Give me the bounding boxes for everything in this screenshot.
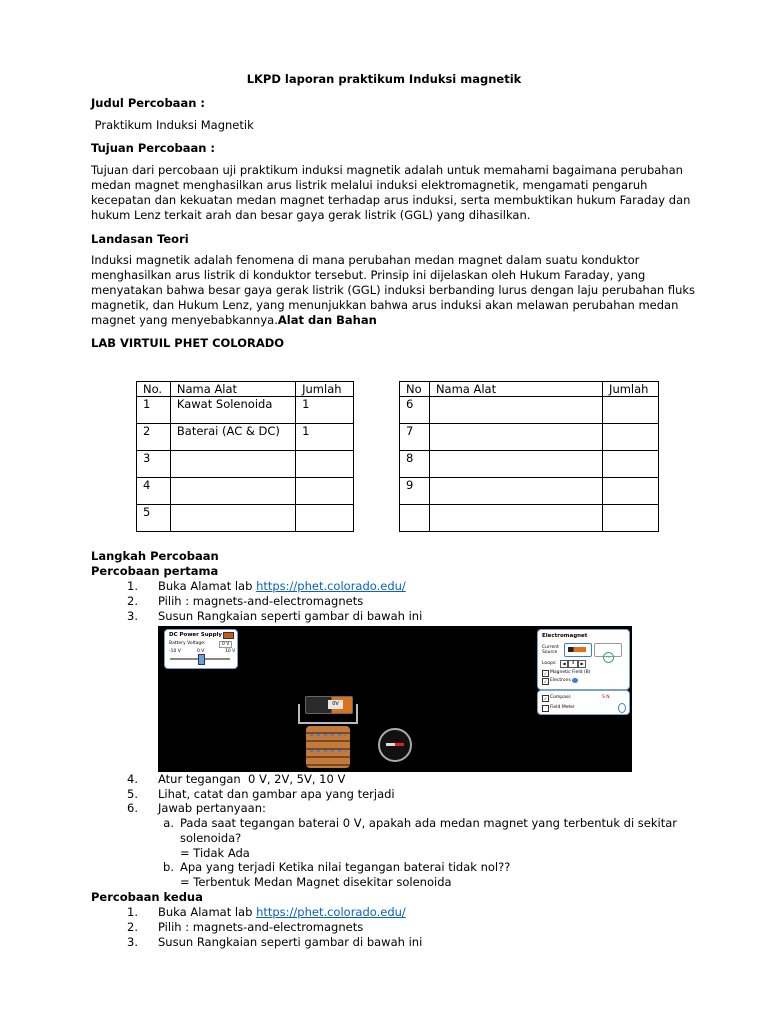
list-number: 2. xyxy=(127,920,138,934)
table-cell xyxy=(400,505,430,532)
lab-heading: LAB VIRTUIL PHET COLORADO xyxy=(91,336,285,350)
compass-label: Compass xyxy=(550,695,571,700)
table-cell xyxy=(429,478,602,505)
percobaan2-heading: Percobaan kedua xyxy=(91,890,203,904)
electron-icon xyxy=(572,678,578,683)
table-cell xyxy=(170,505,295,532)
electrons-dots xyxy=(310,750,346,752)
table-cell xyxy=(603,451,659,478)
dc-power-supply-title: DC Power Supply xyxy=(169,632,222,638)
list-number: 1. xyxy=(127,905,138,919)
header-cell: No. xyxy=(137,382,171,397)
table-header-row xyxy=(137,382,354,397)
list-text: Buka Alamat lab xyxy=(158,905,257,919)
compass-checkbox[interactable]: ✓ xyxy=(543,696,548,701)
table-row xyxy=(137,397,354,424)
current-source-label: Current Source xyxy=(542,645,559,655)
landasan-paragraph xyxy=(91,253,695,328)
table-cell: 2 xyxy=(137,424,171,451)
table-cell: 1 xyxy=(296,397,354,424)
loops-increment-button[interactable]: ▶ xyxy=(578,660,586,668)
table-cell xyxy=(296,505,354,532)
table-cell xyxy=(296,478,354,505)
list-number: 6. xyxy=(127,801,138,815)
table-cell: 9 xyxy=(400,478,430,505)
table-cell xyxy=(170,451,295,478)
list-number: 3. xyxy=(127,935,138,949)
landasan-line: magnetik, dan Hukum Lenz, yang menunjukkan bahwa arus induksi akan melawan perubahan medan xyxy=(91,298,679,312)
table-cell: 1 xyxy=(296,424,354,451)
compass-ns-icon: S N xyxy=(602,695,610,700)
wire-left xyxy=(298,704,300,724)
list-text: Lihat, catat dan gambar apa yang terjadi xyxy=(158,787,395,801)
table-cell xyxy=(603,478,659,505)
phet-link[interactable]: https://phet.colorado.edu/ xyxy=(256,905,406,919)
list-text: Susun Rangkaian seperti gambar di bawah ini xyxy=(158,935,423,949)
battery-voltage-label: Battery Voltage: xyxy=(169,641,206,646)
phet-simulation-screenshot xyxy=(158,626,632,772)
compass-needle-north xyxy=(395,743,404,746)
list-text: Jawab pertanyaan: xyxy=(158,801,266,815)
table-cell: Baterai (AC & DC) xyxy=(170,424,295,451)
tujuan-line: hukum Lenz terkait arah dan besar gaya gerak listrik (GGL) yang dihasilkan. xyxy=(91,208,531,222)
question-letter: a. xyxy=(163,816,174,830)
table-cell xyxy=(170,478,295,505)
compass-needle-south xyxy=(386,743,395,746)
landasan-line: Induksi magnetik adalah fenomena di mana perubahan medan magnet dalam suatu konduktor xyxy=(91,253,640,267)
table-header-row xyxy=(400,382,659,397)
table-cell xyxy=(603,397,659,424)
dc-source-option[interactable] xyxy=(564,643,592,657)
loops-label: Loops: xyxy=(542,661,557,666)
compass-needle-icon[interactable] xyxy=(378,728,412,762)
wire-top xyxy=(298,722,358,724)
field-meter-icon xyxy=(618,703,626,713)
question-text: Pada saat tegangan baterai 0 V, apakah ada medan magnet yang terbentuk di sekitar xyxy=(180,816,678,830)
loops-decrement-button[interactable]: ◀ xyxy=(560,660,568,668)
magnetic-field-label: Magnetic Field (B) xyxy=(550,670,591,675)
landasan-line: menghasilkan arus listrik di konduktor tersebut. Prinsip ini dijelaskan oleh Hukum Faraday, yang xyxy=(91,268,646,282)
table-cell: 6 xyxy=(400,397,430,424)
list-number: 1. xyxy=(127,579,138,593)
battery-icon xyxy=(568,647,586,652)
equipment-table-right xyxy=(399,381,659,532)
table-cell: 5 xyxy=(137,505,171,532)
battery-voltage-tag: 0V xyxy=(328,700,343,709)
table-row xyxy=(137,451,354,478)
list-text: Pilih : magnets-and-electromagnets xyxy=(158,920,364,934)
tujuan-heading: Tujuan Percobaan : xyxy=(91,141,216,155)
list-number: 4. xyxy=(127,772,138,786)
electromagnet-title: Electromagnet xyxy=(542,633,588,639)
alat-heading: Alat dan Bahan xyxy=(277,313,377,327)
question-text-cont: solenoida? xyxy=(180,831,242,845)
table-row xyxy=(137,424,354,451)
table-row xyxy=(400,451,659,478)
wire-right xyxy=(356,704,358,724)
table-cell xyxy=(429,505,602,532)
table-row xyxy=(400,397,659,424)
tools-panel xyxy=(537,690,630,715)
table-cell xyxy=(429,451,602,478)
ac-wave-icon: ~ xyxy=(603,652,614,663)
field-meter-label: Field Meter xyxy=(550,705,575,710)
field-meter-checkbox[interactable] xyxy=(542,705,549,712)
table-cell xyxy=(603,424,659,451)
table-cell: 4 xyxy=(137,478,171,505)
langkah-heading: Langkah Percobaan xyxy=(91,549,219,563)
dc-power-supply-panel xyxy=(164,629,238,669)
table-cell: Kawat Solenoida xyxy=(170,397,295,424)
electrons-dots xyxy=(310,734,346,736)
answer-text: = Terbentuk Medan Magnet disekitar solenoida xyxy=(180,875,452,889)
electromagnet-coil-drawing xyxy=(298,696,358,768)
list-number: 3. xyxy=(127,609,138,623)
phet-link[interactable]: https://phet.colorado.edu/ xyxy=(256,579,406,593)
landasan-heading: Landasan Teori xyxy=(91,232,189,246)
table-cell xyxy=(429,424,602,451)
voltage-slider-thumb[interactable] xyxy=(198,654,205,665)
judul-heading: Judul Percobaan : xyxy=(91,96,205,110)
table-row xyxy=(400,505,659,532)
header-cell: Nama Alat xyxy=(170,382,295,397)
table-cell: 1 xyxy=(137,397,171,424)
list-text: Pilih : magnets-and-electromagnets xyxy=(158,594,364,608)
list-text: Atur tegangan 0 V, 2V, 5V, 10 V xyxy=(158,772,346,786)
list-number: 2. xyxy=(127,594,138,608)
question-text: Apa yang terjadi Ketika nilai tegangan baterai tidak nol?? xyxy=(180,860,511,874)
ac-source-option[interactable] xyxy=(594,643,622,661)
table-row xyxy=(400,478,659,505)
header-cell: Nama Alat xyxy=(429,382,602,397)
electrons-label: Electrons xyxy=(550,678,571,683)
table-cell xyxy=(603,505,659,532)
table-row xyxy=(137,478,354,505)
landasan-last-text: magnet yang menyebabkannya. xyxy=(91,313,278,327)
coil-loops xyxy=(306,726,350,768)
percobaan1-heading: Percobaan pertama xyxy=(91,564,219,578)
landasan-line-last xyxy=(91,313,695,328)
list-number: 5. xyxy=(127,787,138,801)
electrons-checkbox[interactable]: ✓ xyxy=(543,679,548,684)
loops-value: 4 xyxy=(568,660,578,668)
table-cell xyxy=(296,451,354,478)
tujuan-line: medan magnet menghasilkan arus listrik melalui induksi elektromagnetik, mengamati pengaruh xyxy=(91,178,648,192)
table-row xyxy=(137,505,354,532)
tujuan-line: kecepatan dan kekuatan medan magnet terhadap arus induksi, serta membuktikan hukum Faraday dan xyxy=(91,193,691,207)
slider-min-label: -10 V xyxy=(169,649,181,654)
judul-text: Praktikum Induksi Magnetik xyxy=(91,118,254,132)
battery-drawing xyxy=(305,696,353,714)
table-cell: 3 xyxy=(137,451,171,478)
slider-mid-label: 0 V xyxy=(197,649,205,654)
header-cell: Jumlah xyxy=(296,382,354,397)
slider-max-label: 10 V xyxy=(225,649,236,654)
header-cell: Jumlah xyxy=(603,382,659,397)
document-title: LKPD laporan praktikum Induksi magnetik xyxy=(246,72,522,86)
equipment-table-left xyxy=(136,381,354,532)
table-cell: 8 xyxy=(400,451,430,478)
answer-text: = Tidak Ada xyxy=(180,846,250,860)
battery-voltage-value: 0 V xyxy=(219,641,232,648)
question-letter: b. xyxy=(163,860,174,874)
table-cell xyxy=(429,397,602,424)
table-row xyxy=(400,424,659,451)
list-text: Buka Alamat lab xyxy=(158,579,257,593)
battery-icon xyxy=(223,632,234,639)
tujuan-paragraph xyxy=(91,163,690,223)
tujuan-line: Tujuan dari percobaan uji praktikum induksi magnetik adalah untuk memahami bagaimana perubahan xyxy=(91,163,683,177)
electromagnet-panel xyxy=(537,629,630,690)
list-text: Susun Rangkaian seperti gambar di bawah ini xyxy=(158,609,423,623)
table-cell: 7 xyxy=(400,424,430,451)
header-cell: No xyxy=(400,382,430,397)
landasan-line: menyatakan bahwa besar gaya gerak listrik (GGL) induksi berbanding lurus dengan laju perubahan fluks xyxy=(91,283,696,297)
magnetic-field-checkbox[interactable]: ✓ xyxy=(543,671,548,676)
